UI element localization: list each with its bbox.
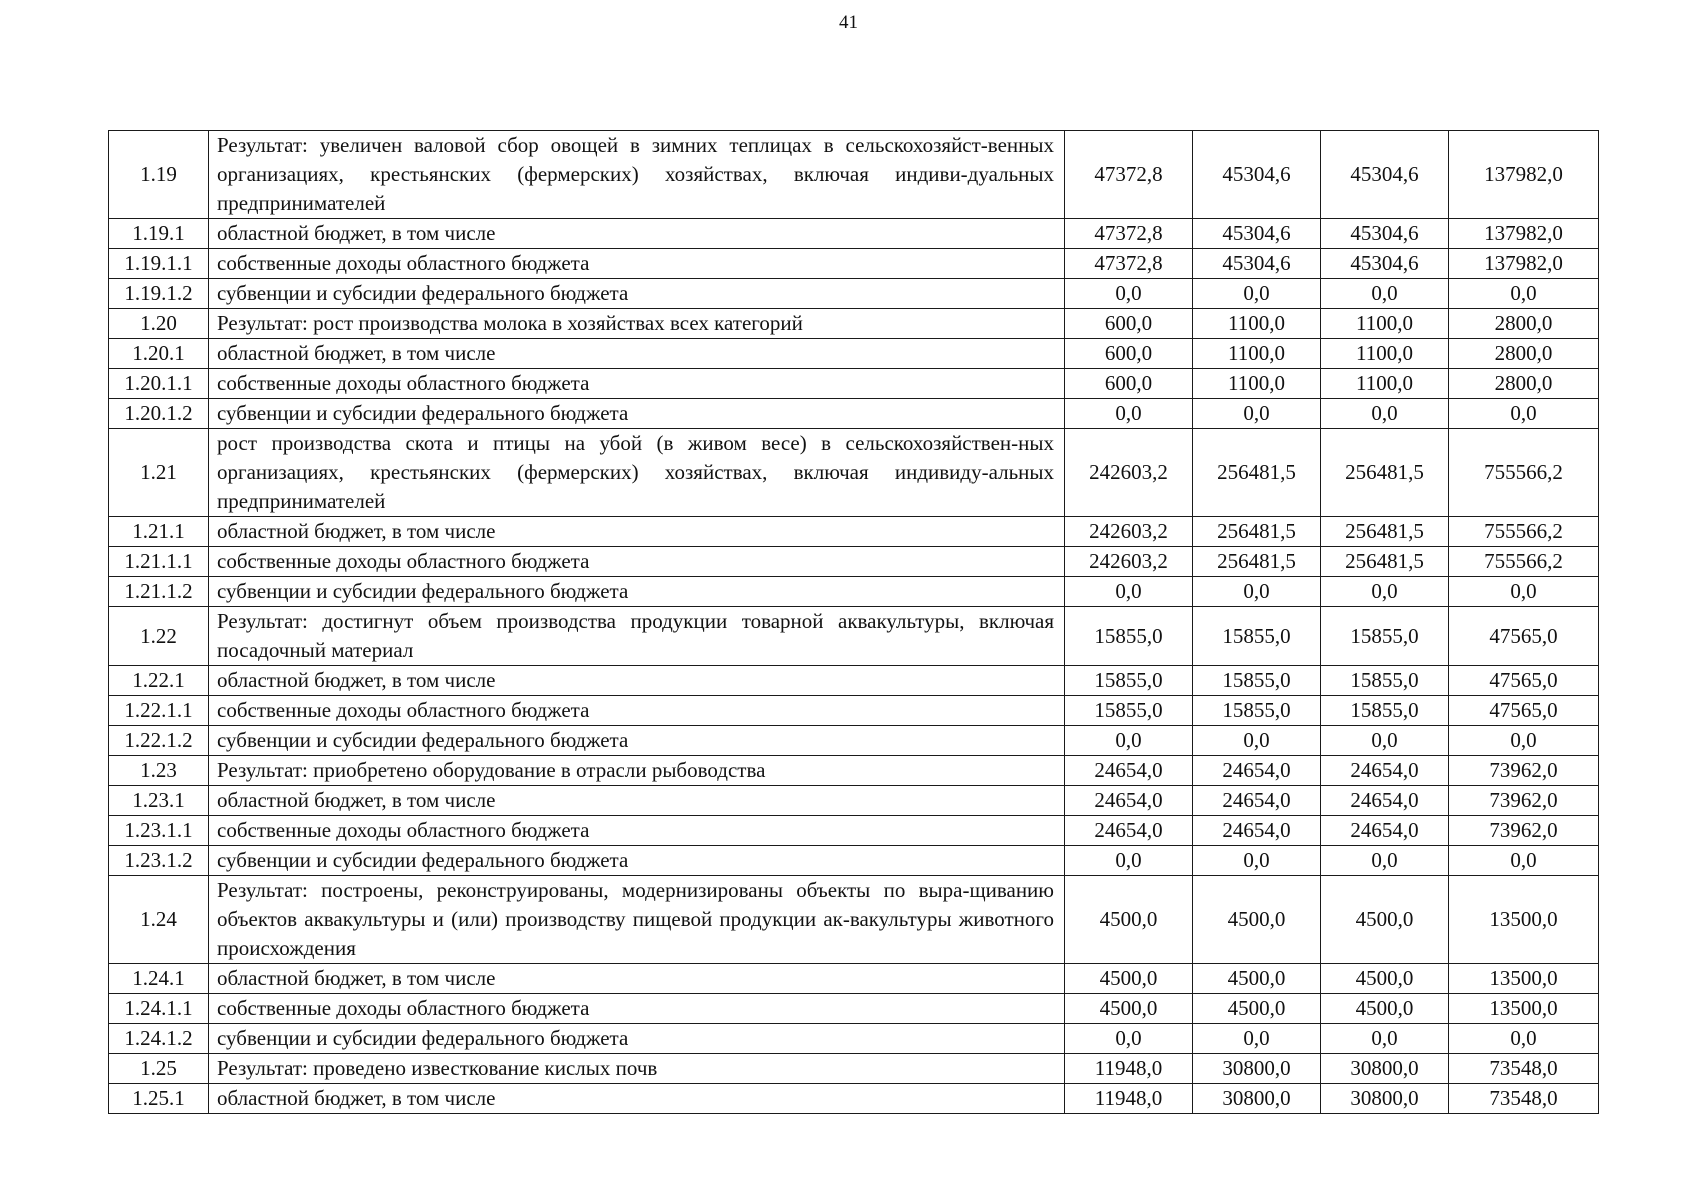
row-description: рост производства скота и птицы на убой (в живом весе) в сельскохозяйствен-ных организациях, крестьянских (фермерских) хозяйствах, включая индивиду-альных предпринимателей [209, 429, 1065, 517]
row-value-3: 0,0 [1321, 846, 1449, 876]
row-code: 1.19 [109, 131, 209, 219]
row-code: 1.20.1.2 [109, 399, 209, 429]
row-value-2: 1100,0 [1193, 309, 1321, 339]
row-value-1: 4500,0 [1065, 964, 1193, 994]
row-value-1: 24654,0 [1065, 756, 1193, 786]
table-row [109, 994, 1599, 1024]
table-row [109, 369, 1599, 399]
row-value-3: 30800,0 [1321, 1084, 1449, 1114]
row-code: 1.22.1.2 [109, 726, 209, 756]
row-value-2: 24654,0 [1193, 816, 1321, 846]
row-description: Результат: приобретено оборудование в отрасли рыбоводства [209, 756, 1065, 786]
row-value-2: 45304,6 [1193, 131, 1321, 219]
table-row [109, 1084, 1599, 1114]
row-value-total: 13500,0 [1449, 994, 1599, 1024]
row-value-1: 242603,2 [1065, 429, 1193, 517]
row-value-2: 1100,0 [1193, 339, 1321, 369]
row-code: 1.23 [109, 756, 209, 786]
row-value-3: 256481,5 [1321, 517, 1449, 547]
row-code: 1.21.1.2 [109, 577, 209, 607]
row-description: областной бюджет, в том числе [209, 786, 1065, 816]
row-value-1: 0,0 [1065, 726, 1193, 756]
row-description: Результат: увеличен валовой сбор овощей в зимних теплицах в сельскохозяйст-венных организациях, крестьянских (фермерских) хозяйствах, включая индиви-дуальных предпринимателей [209, 131, 1065, 219]
row-value-1: 47372,8 [1065, 249, 1193, 279]
row-value-1: 4500,0 [1065, 994, 1193, 1024]
row-value-2: 0,0 [1193, 577, 1321, 607]
row-value-total: 755566,2 [1449, 429, 1599, 517]
row-code: 1.23.1.2 [109, 846, 209, 876]
row-value-2: 1100,0 [1193, 369, 1321, 399]
row-code: 1.24.1 [109, 964, 209, 994]
row-code: 1.20.1 [109, 339, 209, 369]
page-number: 41 [839, 12, 858, 33]
row-value-total: 0,0 [1449, 279, 1599, 309]
row-value-3: 24654,0 [1321, 816, 1449, 846]
row-value-total: 2800,0 [1449, 309, 1599, 339]
row-description: Результат: рост производства молока в хозяйствах всех категорий [209, 309, 1065, 339]
row-code: 1.20.1.1 [109, 369, 209, 399]
row-value-total: 73548,0 [1449, 1054, 1599, 1084]
table-row [109, 309, 1599, 339]
table-row [109, 666, 1599, 696]
row-code: 1.22 [109, 607, 209, 666]
row-code: 1.24 [109, 876, 209, 964]
row-value-3: 30800,0 [1321, 1054, 1449, 1084]
row-value-2: 45304,6 [1193, 219, 1321, 249]
table-row [109, 339, 1599, 369]
row-value-2: 30800,0 [1193, 1054, 1321, 1084]
row-value-total: 0,0 [1449, 577, 1599, 607]
row-description: областной бюджет, в том числе [209, 219, 1065, 249]
row-value-2: 256481,5 [1193, 547, 1321, 577]
row-value-2: 45304,6 [1193, 249, 1321, 279]
row-value-1: 11948,0 [1065, 1084, 1193, 1114]
row-value-1: 4500,0 [1065, 876, 1193, 964]
row-value-3: 1100,0 [1321, 369, 1449, 399]
table-row [109, 786, 1599, 816]
row-value-2: 0,0 [1193, 846, 1321, 876]
table-row [109, 131, 1599, 219]
row-value-3: 45304,6 [1321, 219, 1449, 249]
budget-table [108, 130, 1599, 1114]
row-description: субвенции и субсидии федерального бюджета [209, 577, 1065, 607]
row-value-3: 24654,0 [1321, 756, 1449, 786]
row-value-1: 47372,8 [1065, 131, 1193, 219]
table-row [109, 219, 1599, 249]
row-value-2: 15855,0 [1193, 607, 1321, 666]
row-code: 1.25 [109, 1054, 209, 1084]
row-value-2: 4500,0 [1193, 964, 1321, 994]
row-description: собственные доходы областного бюджета [209, 816, 1065, 846]
row-code: 1.23.1 [109, 786, 209, 816]
row-value-1: 47372,8 [1065, 219, 1193, 249]
row-value-2: 0,0 [1193, 399, 1321, 429]
row-value-total: 47565,0 [1449, 666, 1599, 696]
row-description: областной бюджет, в том числе [209, 1084, 1065, 1114]
row-description: собственные доходы областного бюджета [209, 369, 1065, 399]
table-row [109, 1054, 1599, 1084]
table-row [109, 429, 1599, 517]
row-value-3: 1100,0 [1321, 309, 1449, 339]
row-value-2: 0,0 [1193, 279, 1321, 309]
row-value-total: 0,0 [1449, 1024, 1599, 1054]
row-value-3: 15855,0 [1321, 607, 1449, 666]
row-description: субвенции и субсидии федерального бюджета [209, 279, 1065, 309]
row-value-1: 0,0 [1065, 399, 1193, 429]
row-description: субвенции и субсидии федерального бюджета [209, 726, 1065, 756]
row-value-total: 73962,0 [1449, 756, 1599, 786]
row-value-2: 0,0 [1193, 1024, 1321, 1054]
row-value-1: 24654,0 [1065, 816, 1193, 846]
row-value-3: 15855,0 [1321, 666, 1449, 696]
table-row [109, 517, 1599, 547]
table-row [109, 577, 1599, 607]
row-value-1: 242603,2 [1065, 547, 1193, 577]
row-description: областной бюджет, в том числе [209, 666, 1065, 696]
table-row [109, 726, 1599, 756]
row-description: областной бюджет, в том числе [209, 339, 1065, 369]
table-row [109, 964, 1599, 994]
row-value-2: 256481,5 [1193, 429, 1321, 517]
row-value-3: 0,0 [1321, 279, 1449, 309]
row-code: 1.22.1 [109, 666, 209, 696]
row-value-1: 600,0 [1065, 309, 1193, 339]
row-value-total: 137982,0 [1449, 249, 1599, 279]
row-value-1: 11948,0 [1065, 1054, 1193, 1084]
row-description: собственные доходы областного бюджета [209, 696, 1065, 726]
row-description: собственные доходы областного бюджета [209, 547, 1065, 577]
row-code: 1.21.1 [109, 517, 209, 547]
row-code: 1.22.1.1 [109, 696, 209, 726]
row-value-total: 0,0 [1449, 846, 1599, 876]
row-code: 1.25.1 [109, 1084, 209, 1114]
table-row [109, 547, 1599, 577]
table-row [109, 607, 1599, 666]
row-value-3: 256481,5 [1321, 547, 1449, 577]
row-value-2: 256481,5 [1193, 517, 1321, 547]
table-row [109, 816, 1599, 846]
row-code: 1.19.1.1 [109, 249, 209, 279]
row-value-total: 47565,0 [1449, 607, 1599, 666]
row-code: 1.21.1.1 [109, 547, 209, 577]
row-value-3: 24654,0 [1321, 786, 1449, 816]
row-value-1: 15855,0 [1065, 607, 1193, 666]
row-description: Результат: проведено известкование кислых почв [209, 1054, 1065, 1084]
row-code: 1.21 [109, 429, 209, 517]
row-value-2: 4500,0 [1193, 876, 1321, 964]
row-value-total: 755566,2 [1449, 547, 1599, 577]
table-row [109, 756, 1599, 786]
table-row [109, 249, 1599, 279]
row-description: субвенции и субсидии федерального бюджета [209, 399, 1065, 429]
row-value-1: 0,0 [1065, 1024, 1193, 1054]
row-value-total: 13500,0 [1449, 964, 1599, 994]
table-row [109, 696, 1599, 726]
row-value-1: 600,0 [1065, 339, 1193, 369]
table-row [109, 279, 1599, 309]
row-description: областной бюджет, в том числе [209, 517, 1065, 547]
table-row [109, 399, 1599, 429]
row-value-3: 4500,0 [1321, 876, 1449, 964]
table-row [109, 1024, 1599, 1054]
row-value-1: 15855,0 [1065, 666, 1193, 696]
table-row [109, 846, 1599, 876]
row-value-total: 137982,0 [1449, 131, 1599, 219]
row-value-1: 15855,0 [1065, 696, 1193, 726]
budget-table-container [108, 130, 1598, 1114]
row-value-total: 2800,0 [1449, 339, 1599, 369]
row-description: областной бюджет, в том числе [209, 964, 1065, 994]
row-code: 1.24.1.1 [109, 994, 209, 1024]
row-value-total: 0,0 [1449, 399, 1599, 429]
table-body [109, 131, 1599, 1114]
row-value-3: 1100,0 [1321, 339, 1449, 369]
row-value-3: 4500,0 [1321, 994, 1449, 1024]
row-value-3: 256481,5 [1321, 429, 1449, 517]
row-value-2: 15855,0 [1193, 666, 1321, 696]
row-value-total: 47565,0 [1449, 696, 1599, 726]
row-value-2: 15855,0 [1193, 696, 1321, 726]
row-value-total: 0,0 [1449, 726, 1599, 756]
row-description: Результат: достигнут объем производства продукции товарной аквакультуры, включая посадочный материал [209, 607, 1065, 666]
row-value-total: 755566,2 [1449, 517, 1599, 547]
row-code: 1.19.1.2 [109, 279, 209, 309]
row-code: 1.23.1.1 [109, 816, 209, 846]
row-value-3: 4500,0 [1321, 964, 1449, 994]
row-code: 1.24.1.2 [109, 1024, 209, 1054]
row-value-1: 242603,2 [1065, 517, 1193, 547]
row-value-2: 30800,0 [1193, 1084, 1321, 1114]
table-row [109, 876, 1599, 964]
row-code: 1.20 [109, 309, 209, 339]
row-value-1: 24654,0 [1065, 786, 1193, 816]
row-value-2: 4500,0 [1193, 994, 1321, 1024]
row-value-1: 0,0 [1065, 279, 1193, 309]
row-description: собственные доходы областного бюджета [209, 994, 1065, 1024]
row-value-2: 24654,0 [1193, 786, 1321, 816]
row-value-2: 24654,0 [1193, 756, 1321, 786]
row-value-3: 0,0 [1321, 726, 1449, 756]
row-description: субвенции и субсидии федерального бюджета [209, 1024, 1065, 1054]
row-value-3: 45304,6 [1321, 131, 1449, 219]
row-value-2: 0,0 [1193, 726, 1321, 756]
row-code: 1.19.1 [109, 219, 209, 249]
row-value-3: 45304,6 [1321, 249, 1449, 279]
row-description: субвенции и субсидии федерального бюджета [209, 846, 1065, 876]
row-value-3: 15855,0 [1321, 696, 1449, 726]
row-value-total: 73548,0 [1449, 1084, 1599, 1114]
row-value-total: 137982,0 [1449, 219, 1599, 249]
row-value-total: 2800,0 [1449, 369, 1599, 399]
row-value-total: 73962,0 [1449, 816, 1599, 846]
row-value-3: 0,0 [1321, 1024, 1449, 1054]
row-value-total: 13500,0 [1449, 876, 1599, 964]
row-value-total: 73962,0 [1449, 786, 1599, 816]
row-value-1: 0,0 [1065, 577, 1193, 607]
row-description: собственные доходы областного бюджета [209, 249, 1065, 279]
row-description: Результат: построены, реконструированы, модернизированы объекты по выра-щиванию объектов аквакультуры и (или) производству пищевой продукции ак-вакультуры животного происхождения [209, 876, 1065, 964]
row-value-1: 0,0 [1065, 846, 1193, 876]
row-value-3: 0,0 [1321, 577, 1449, 607]
row-value-1: 600,0 [1065, 369, 1193, 399]
row-value-3: 0,0 [1321, 399, 1449, 429]
